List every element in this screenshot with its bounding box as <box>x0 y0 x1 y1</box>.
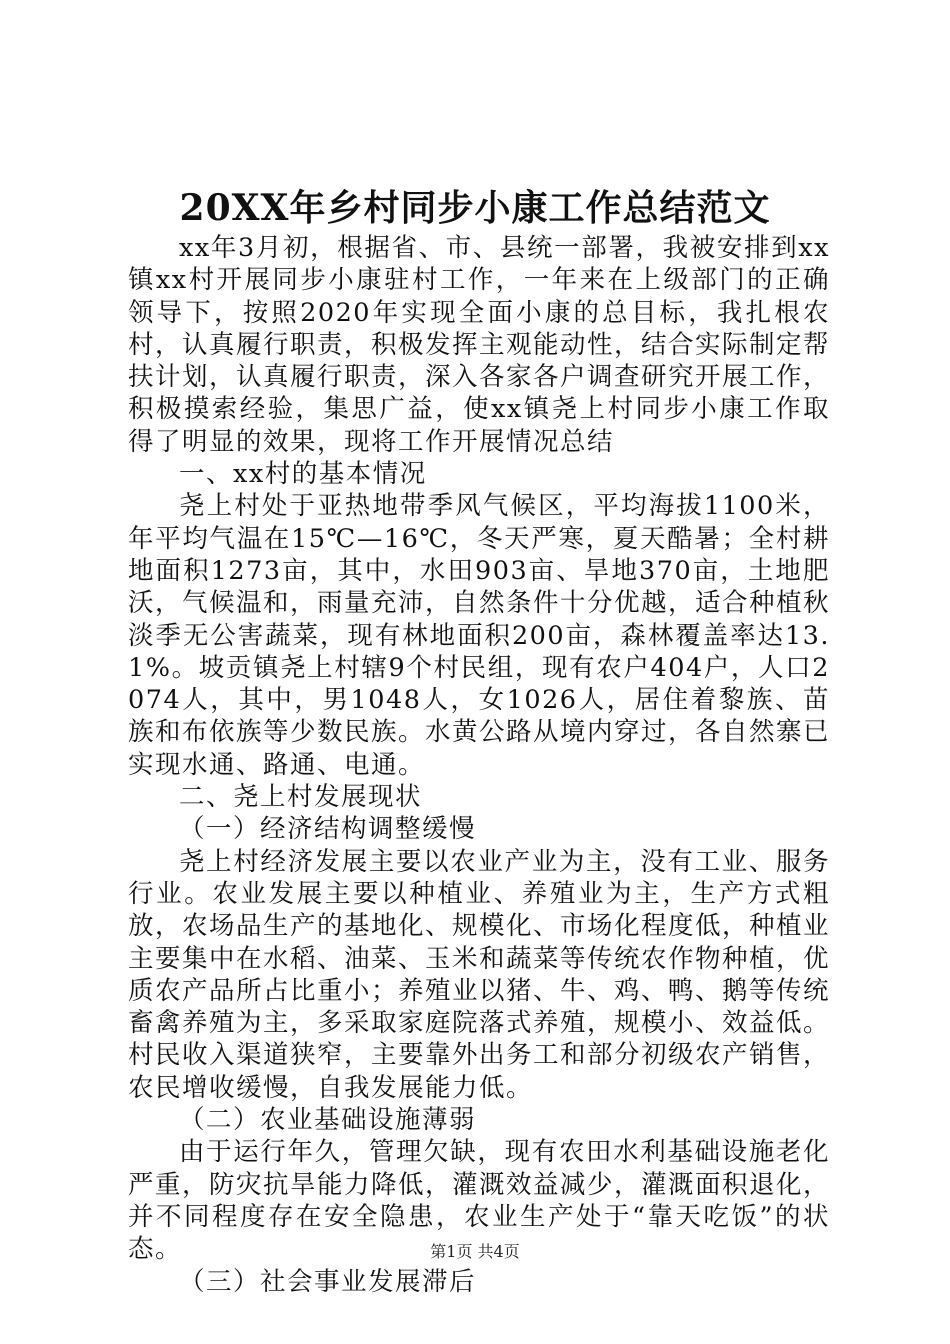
subsection-paragraph: 尧上村经济发展主要以农业产业为主，没有工业、服务行业。农业发展主要以种植业、养殖业为主，生产方式粗放，农场品生产的基地化、规模化、市场化程度低，种植业主要集中在水稻、油菜、玉米和蔬菜等传统农作物种植，优质农产品所占比重小；养殖业以猪、牛、鸡、鸭、鹅等传统畜禽养殖为主，多采取家庭院落式养殖，规模小、效益低。村民收入渠道狭窄，主要靠外出务工和部分初级农产销售，农民增收缓慢，自我发展能力低。 <box>128 846 831 1103</box>
subsection-heading: （三）社会事业发展滞后 <box>179 1266 477 1297</box>
subsection-paragraph: 由于运行年久，管理欠缺，现有农田水利基础设施老化严重，防灾抗旱能力降低，灌溉效益减少，灌溉面积退化，并不同程度存在安全隐患，农业生产处于“靠天吃饭”的状态。 <box>128 1137 831 1265</box>
section-paragraph: 尧上村处于亚热地带季风气候区，平均海拔1100米，年平均气温在15℃—16℃，冬天严寒，夏天酷暑；全村耕地面积1273亩，其中，水田903亩、旱地370亩，土地肥沃，气候温和，雨量充沛，自然条件十分优越，适合种植秋淡季无公害蔬菜，现有林地面积200亩，森林覆盖率达13.1%。坡贡镇尧上村辖9个村民组，现有农户404户，人口2074人，其中，男1048人，女1026人，居住着黎族、苗族和布依族等少数民族。水黄公路从境内穿过，各自然寨已实现水通、路通、电通。 <box>128 491 831 780</box>
document-title: 20XX年乡村同步小康工作总结范文 <box>179 187 771 229</box>
section-heading: 二、尧上村发展现状 <box>179 782 423 813</box>
intro-paragraph: xx年3月初，根据省、市、县统一部署，我被安排到xx镇xx村开展同步小康驻村工作，一年来在上级部门的正确领导下，按照2020年实现全面小康的总目标，我扎根农村，认真履行职责，积极发挥主观能动性，结合实际制定帮扶计划，认真履行职责，深入各家各户调查研究开展工作，积极摸索经验，集思广益，使xx镇尧上村同步小康工作取得了明显的效果，现将工作开展情况总结 <box>128 233 831 457</box>
subsection-heading: （二）农业基础设施薄弱 <box>179 1105 477 1136</box>
page-number-footer: 第1页 共4页 <box>430 1242 520 1261</box>
document-body <box>128 232 830 1298</box>
section-heading: 一、xx村的基本情况 <box>179 459 427 490</box>
subsection-heading: （一）经济结构调整缓慢 <box>179 814 477 845</box>
